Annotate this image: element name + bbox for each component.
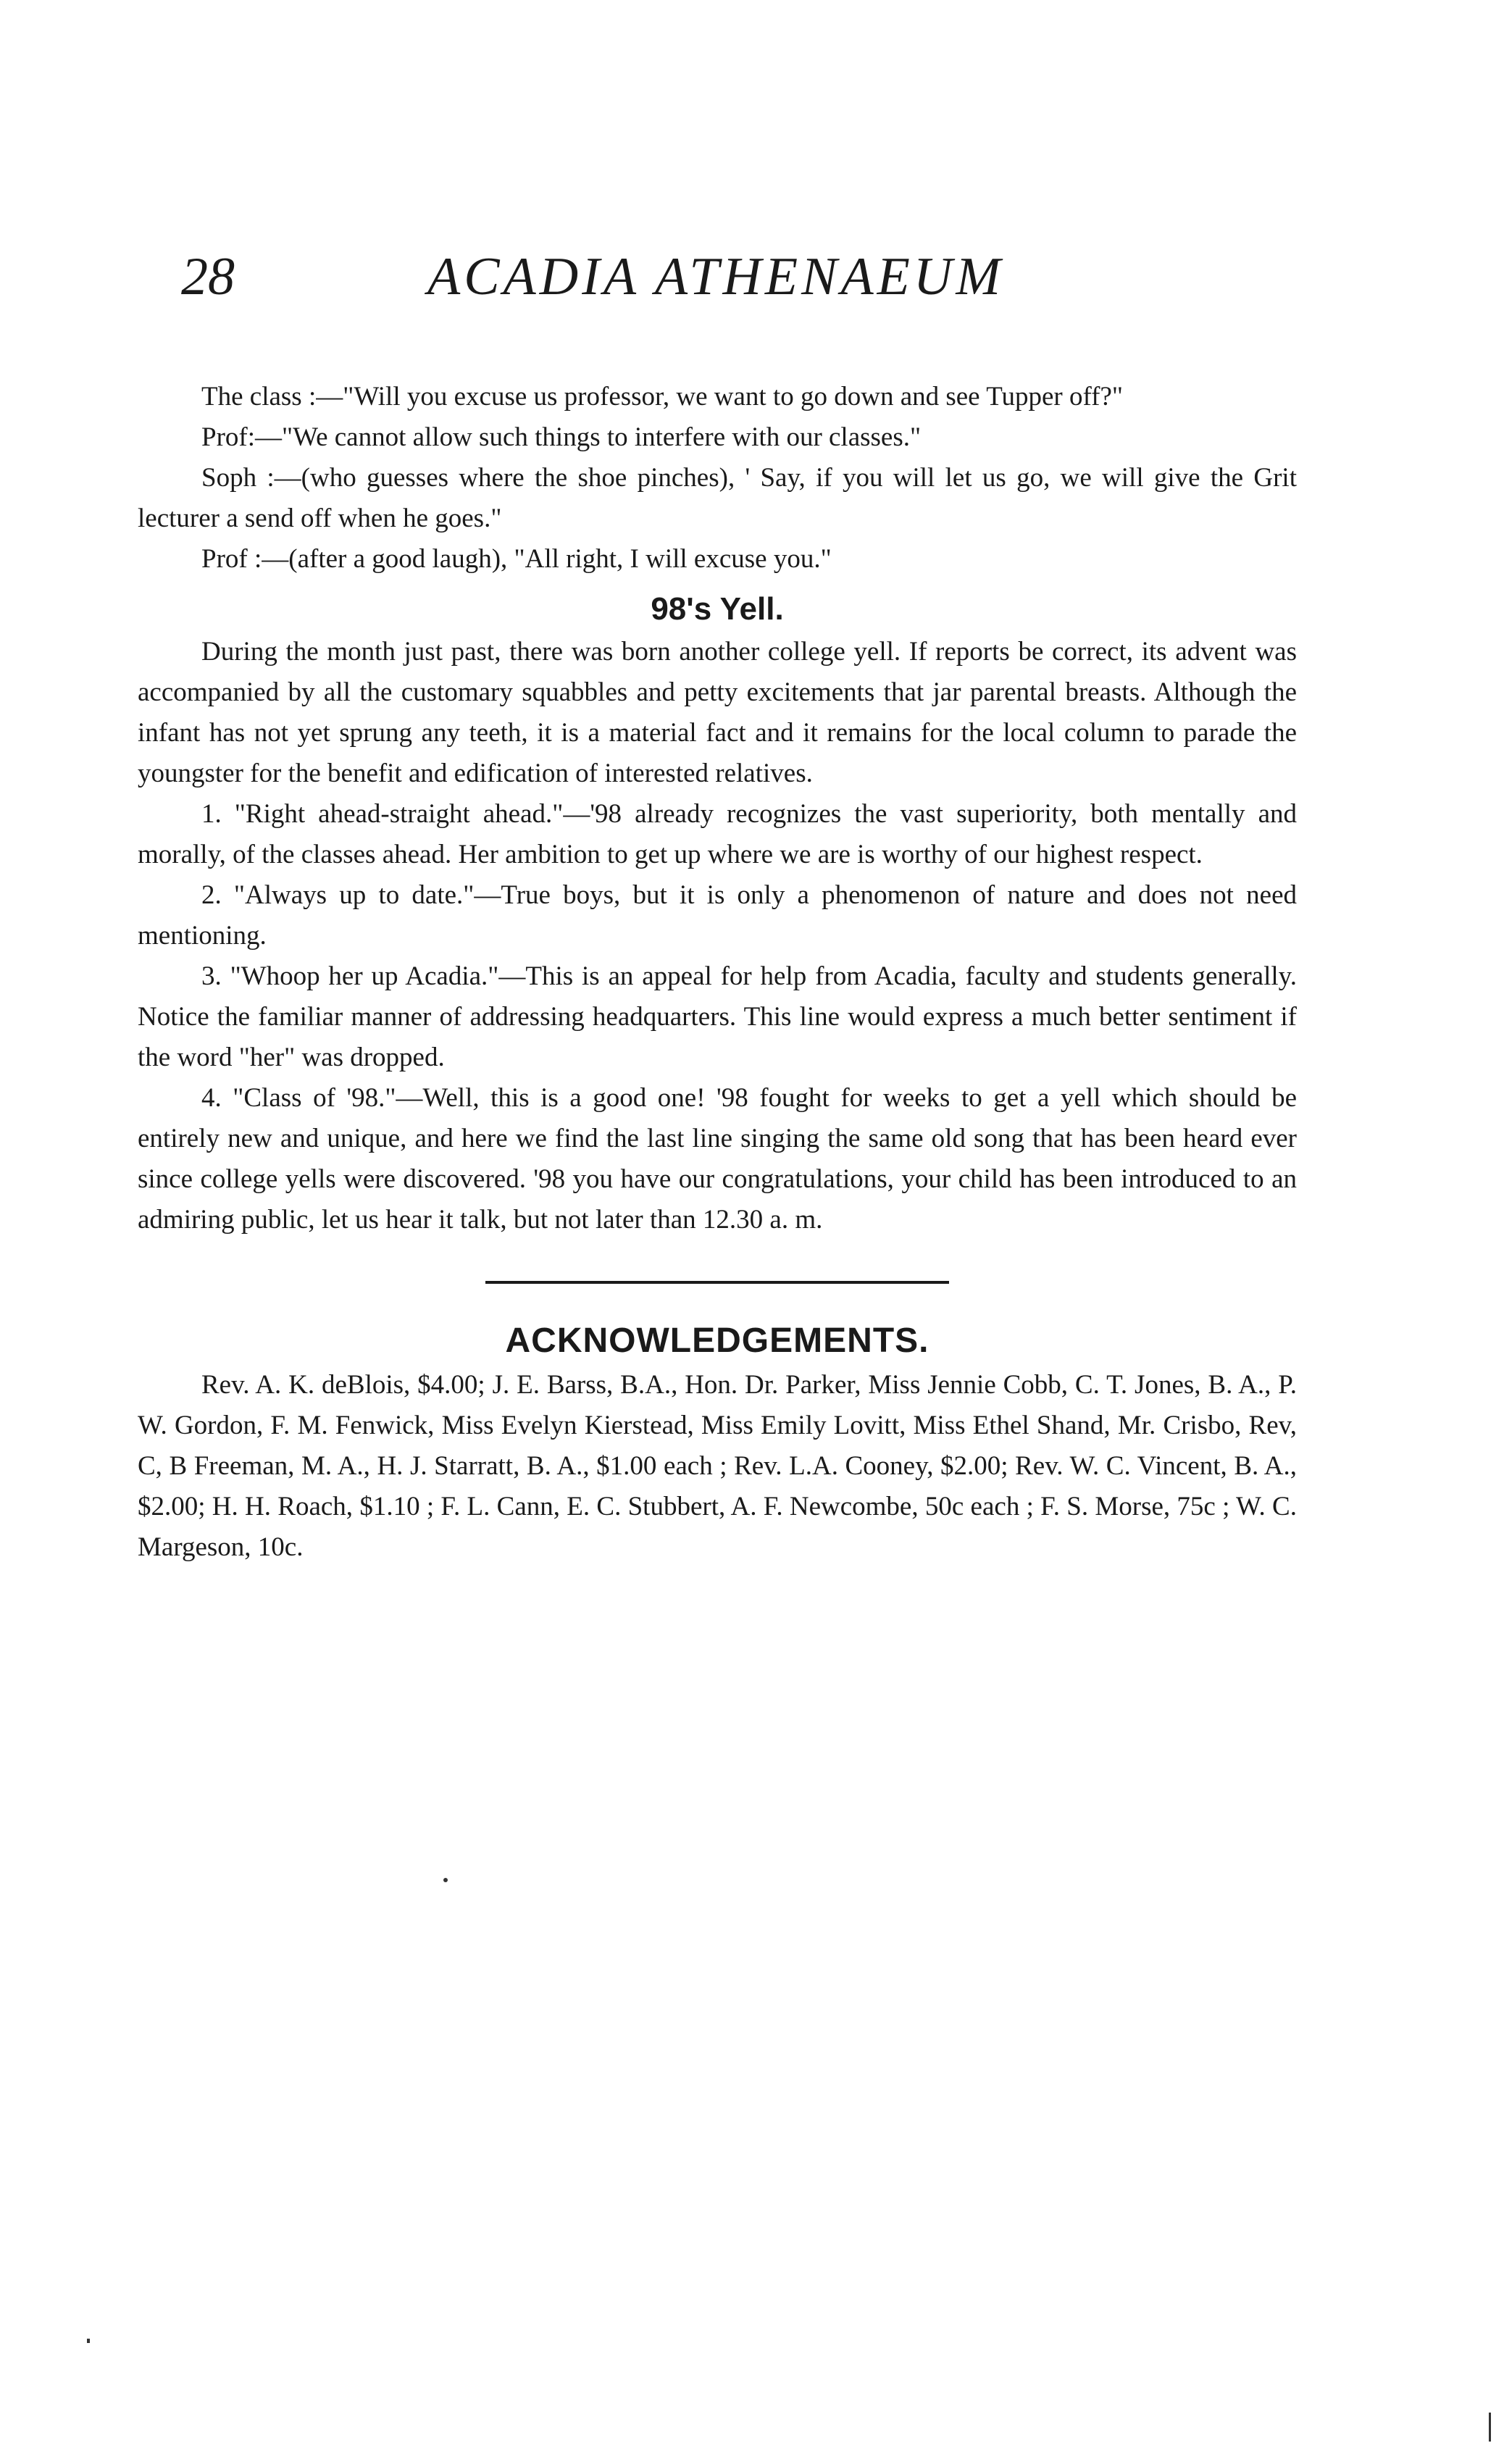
page-body	[138, 377, 1297, 1568]
running-header: ACADIA ATHENAEUM	[427, 247, 1004, 306]
yell-paragraph: 3. "Whoop her up Acadia."—This is an appeal for help from Acadia, faculty and students generally. Notice the familiar manner of addressing headquarters. This line would express a much better sentiment if the word "her" was dropped.	[138, 961, 1297, 1072]
yell-paragraph: During the month just past, there was born another college yell. If reports be correct, its advent was accompanied by all the customary squabbles and petty excitements that jar parental breasts. Although the infant has not yet sprung any teeth, it is a material fact and it remains for the local column to parade the youngster for the benefit and edification of interested relatives.	[138, 637, 1297, 788]
section-divider	[485, 1281, 949, 1284]
acknowledgements-text: Rev. A. K. deBlois, $4.00; J. E. Barss, B.A., Hon. Dr. Parker, Miss Jennie Cobb, C. T. Jones, B. A., P. W. Gordon, F. M. Fenwick, Miss Evelyn Kierstead, Miss Emily Lovitt, Miss Ethel Shand, Mr. Crisbo, Rev, C, B Freeman, M. A., H. J. Starratt, B. A., $1.00 each ; Rev. L.A. Cooney, $2.00; Rev. W. C. Vincent, B. A., $2.00; H. H. Roach, $1.10 ; F. L. Cann, E. C. Stubbert, A. F. Newcombe, 50c each ; F. S. Morse, 75c ; W. C. Margeson, 10c.	[138, 1370, 1297, 1562]
scan-speck	[87, 2339, 90, 2343]
dialogue-line: Prof:—"We cannot allow such things to interfere with our classes."	[201, 422, 922, 452]
yell-section-title: 98's Yell.	[651, 591, 784, 627]
yell-paragraph: 4. "Class of '98."—Well, this is a good one! '98 fought for weeks to get a yell which should be entirely new and unique, and here we find the last line singing the same old song that has been heard ever since college yells were discovered. '98 you have our congratulations, your child has been introduced to an admiring public, let us hear it talk, but not later than 12.30 a. m.	[138, 1083, 1297, 1235]
dialogue-line: Prof :—(after a good laugh), "All right, I will excuse you."	[201, 544, 832, 574]
scan-mark	[1489, 2413, 1491, 2442]
dialogue-line: Soph :—(who guesses where the shoe pinches), ' Say, if you will let us go, we will give the Grit lecturer a send off when he goes."	[138, 463, 1297, 533]
yell-paragraph: 2. "Always up to date."—True boys, but it is only a phenomenon of nature and does not need mentioning.	[138, 880, 1297, 951]
yell-paragraph: 1. "Right ahead-straight ahead."—'98 already recognizes the vast superiority, both mentally and morally, of the classes ahead. Her ambition to get up where we are is worthy of our highest respect.	[138, 799, 1297, 869]
page-number: 28	[181, 247, 235, 306]
scan-speck	[443, 1878, 448, 1882]
acknowledgements-title: ACKNOWLEDGEMENTS.	[505, 1321, 929, 1360]
dialogue-line: The class :—"Will you excuse us professor, we want to go down and see Tupper off?"	[201, 382, 1123, 412]
